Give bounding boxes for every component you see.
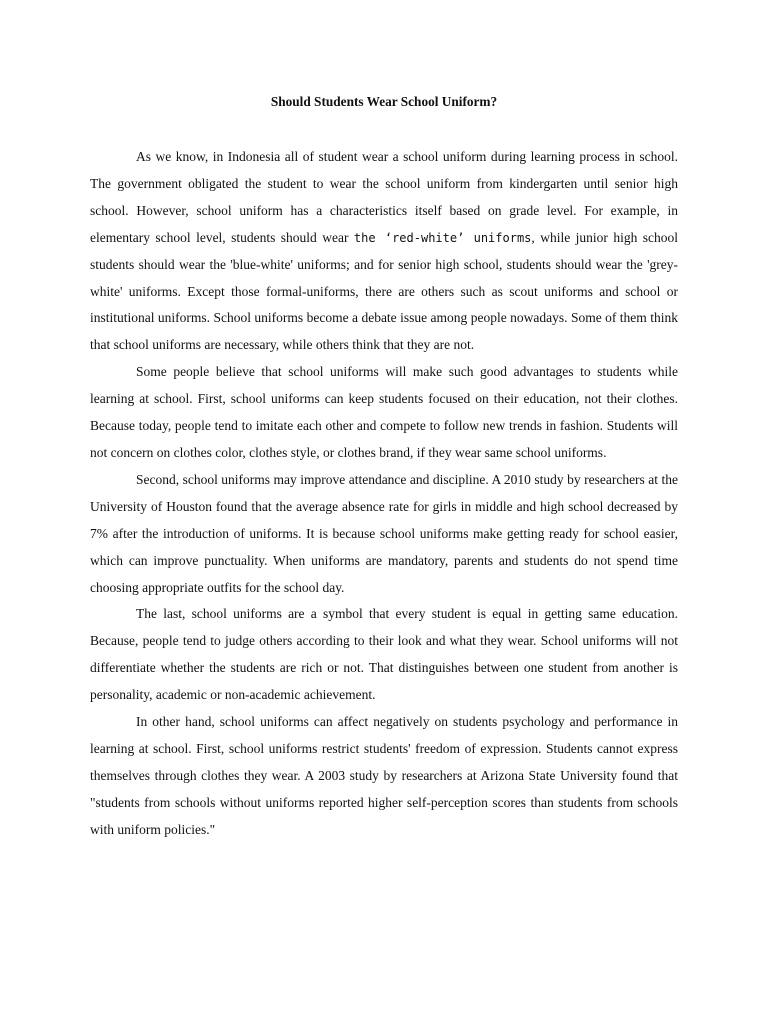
- paragraph-disadvantages: In other hand, school uniforms can affect negatively on students psychology and performance in learning at school. First, school uniforms restrict students' freedom of expression. Students cannot express themselves through clothes they wear. A 2003 study by researchers at Arizona State University found that "students from schools without uniforms reported higher self-perception scores than students from schools with uniform policies.": [90, 714, 678, 837]
- quoted-phrase-red-white: the ‘red-white’ uniforms: [353, 230, 532, 245]
- document-body: [90, 144, 678, 844]
- paragraph-attendance: Second, school uniforms may improve attendance and discipline. A 2010 study by researchers at the University of Houston found that the average absence rate for girls in middle and high school decreased by 7% after the introduction of uniforms. It is because school uniforms make getting ready for school easier, which can improve punctuality. When uniforms are mandatory, parents and students do not spend time choosing appropriate outfits for the school day.: [90, 471, 678, 595]
- document-title: Should Students Wear School Uniform?: [270, 94, 498, 109]
- paragraph-advantages-intro: Some people believe that school uniforms will make such good advantages to students while learning at school. First, school uniforms can keep students focused on their education, not their clothes. Because today, people tend to imitate each other and compete to follow new trends in fashion. Students will not concern on clothes color, clothes style, or clothes brand, if they wear same school uniforms.: [90, 364, 678, 460]
- paragraph-intro: [90, 144, 678, 359]
- paragraph-intro-text-end: , while junior high school students should wear the 'blue-white' uniforms; and for senior high school, students should wear the 'grey-white' uniforms. Except those formal-uniforms, there are others such as scout uniforms and school or institutional uniforms. School uniforms become a debate issue among people nowadays. Some of them think that school uniforms are necessary, while others think that they are not.: [90, 229, 679, 353]
- paragraph-intro-text-start: As we know, in Indonesia all of student wear a school uniform during learning process in school. The government obligated the student to wear the school uniform from kindergarten until senior high school. However, school uniform has a characteristics itself based on grade level. For example, in elementary school level, students should wear: [90, 149, 678, 245]
- paragraph-equality: The last, school uniforms are a symbol that every student is equal in getting same education. Because, people tend to judge others according to their look and what they wear. School uniforms will not differentiate whether the students are rich or not. That distinguishes between one student from another is personality, academic or non-academic achievement.: [90, 606, 678, 703]
